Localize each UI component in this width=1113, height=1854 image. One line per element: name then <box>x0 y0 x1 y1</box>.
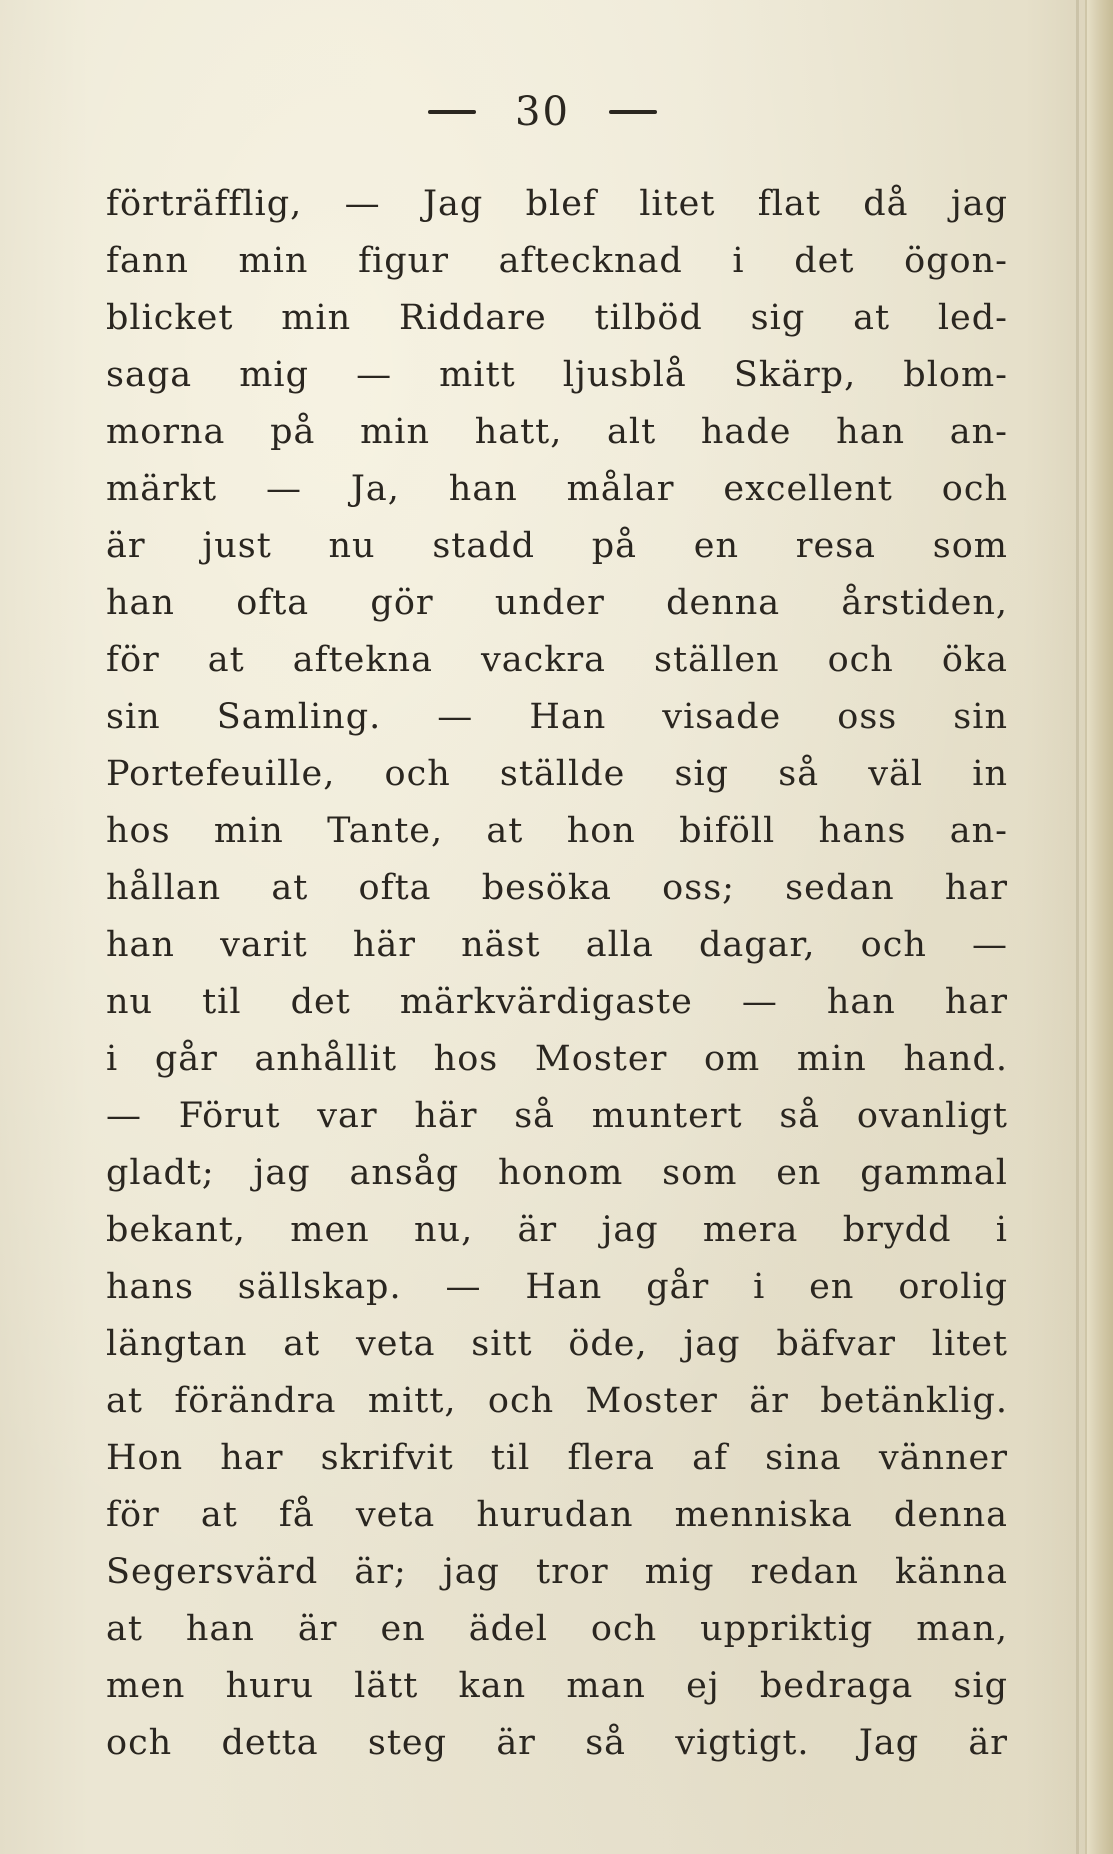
text-line: för at få veta hurudan menniska denna <box>106 1495 1008 1535</box>
text-line: — Förut var här så muntert så ovanligt <box>106 1096 1008 1136</box>
text-line: i går anhållit hos Moster om min hand. <box>106 1039 1008 1079</box>
text-line: sin Samling. — Han visade oss sin <box>106 697 1008 737</box>
text-line: morna på min hatt, alt hade han an- <box>106 412 1008 452</box>
text-line: och detta steg är så vigtigt. Jag är <box>106 1723 1008 1763</box>
text-line: at förändra mitt, och Moster är betänklig. <box>106 1381 1008 1421</box>
page-header <box>0 86 1085 135</box>
text-line: at han är en ädel och uppriktig man, <box>106 1609 1008 1649</box>
text-line: blicket min Riddare tilböd sig at led- <box>106 298 1008 338</box>
body-text <box>106 176 1008 1772</box>
text-line: han varit här näst alla dagar, och — <box>106 925 1008 965</box>
text-line: saga mig — mitt ljusblå Skärp, blom- <box>106 355 1008 395</box>
text-line: men huru lätt kan man ej bedraga sig <box>106 1666 1008 1706</box>
text-line: märkt — Ja, han målar excellent och <box>106 469 1008 509</box>
text-line: är just nu stadd på en resa som <box>106 526 1008 566</box>
text-line: Portefeuille, och ställde sig så väl in <box>106 754 1008 794</box>
text-line: fann min figur aftecknad i det ögon- <box>106 241 1008 281</box>
text-line: hans sällskap. — Han går i en orolig <box>106 1267 1008 1307</box>
text-line: gladt; jag ansåg honom som en gammal <box>106 1153 1008 1193</box>
text-line: längtan at veta sitt öde, jag bäfvar litet <box>106 1324 1008 1364</box>
header-dash-left <box>428 110 476 114</box>
text-line: för at aftekna vackra ställen och öka <box>106 640 1008 680</box>
text-line: Segersvärd är; jag tror mig redan känna <box>106 1552 1008 1592</box>
text-line: hållan at ofta besöka oss; sedan har <box>106 868 1008 908</box>
text-line: förträfflig, — Jag blef litet flat då jag <box>106 184 1008 224</box>
page-edge <box>1085 0 1113 1854</box>
text-line: han ofta gör under denna årstiden, <box>106 583 1008 623</box>
text-line: Hon har skrifvit til flera af sina vänner <box>106 1438 1008 1478</box>
page-number: 30 <box>515 89 570 135</box>
header-dash-right <box>609 110 657 114</box>
text-line: nu til det märkvärdigaste — han har <box>106 982 1008 1022</box>
page-fold-line <box>1076 0 1079 1854</box>
text-line: bekant, men nu, är jag mera brydd i <box>106 1210 1008 1250</box>
text-line: hos min Tante, at hon biföll hans an- <box>106 811 1008 851</box>
